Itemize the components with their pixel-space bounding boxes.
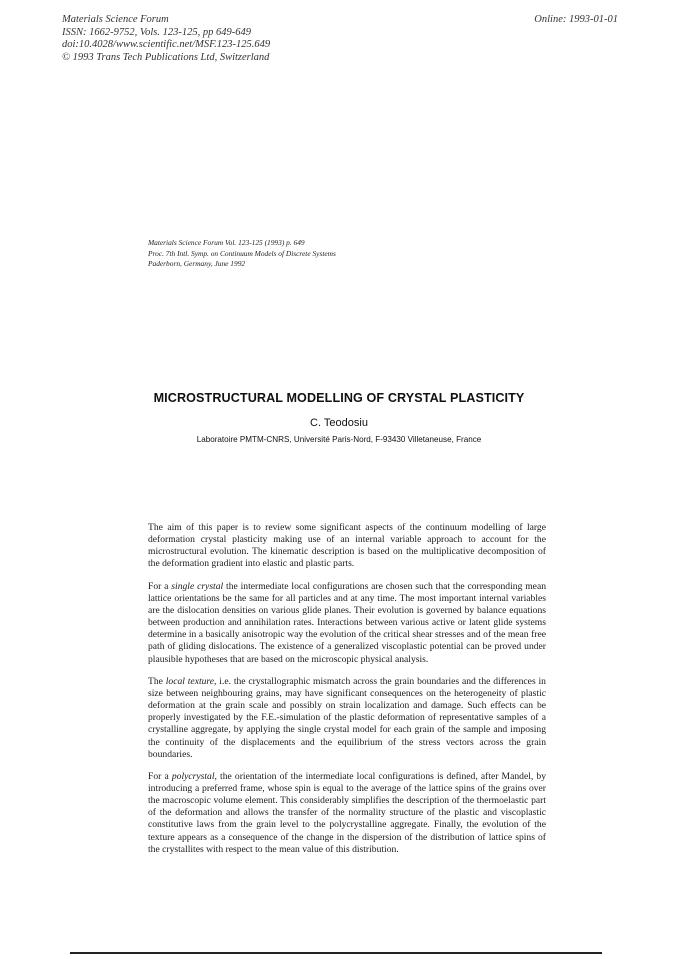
paragraph-text: the intermediate local configurations are chosen such that the corresponding mean lattice orientations be the same for all particles and at any time. The most important internal variables are the dislocation densities on various glide planes. Their evolution is governed by balance equations between production and annihilation rates. Interactions between various active or latent glide systems determine in a basically anisotropic way the evolution of the critical shear stresses and of the mean free path of gliding dislocations. The existence of a generalized viscoplastic potential can be proved under plausible hypotheses that are based on the microscopic physical analysis. (148, 580, 546, 665)
paragraph-text: For a (148, 770, 172, 782)
doi-link[interactable]: doi:10.4028/www.scientific.net/MSF.123-125.649 (62, 39, 271, 51)
bottom-rule (70, 952, 602, 954)
paragraph-text: , the orientation of the intermediate local configurations is defined, after Mandel, by introducing a preferred frame, whose spin is equal to the average of the lattice spins of the grains over the macroscopic volume element. This considerably simplifies the description of the thermoelastic part of the deformation and allows the transfer of the normality structure of the plastic and viscoplastic constitutive laws from the grain level to the polycrystalline aggregate. Finally, the evolution of the texture appears as a consequence of the change in the dispersion of the distribution of lattice spins of the crystallites with respect to the mean value of this distribution. (148, 770, 546, 855)
abstract-body (148, 522, 546, 866)
paragraph-text: , i.e. the crystallographic mismatch across the grain boundaries and the differences in size between neighbouring grains, may have significant consequences on the heterogeneity of plastic deformation at the grain scale and possibly on strain localization and damage. Such effects can be properly investigated by the F.E.-simulation of the plastic deformation of representative samples of a crystalline aggregate, by applying the single crystal model for each grain of the sample and imposing the continuity of the displacements and the equilibrium of the stress vectors across the grain boundaries. (148, 675, 546, 760)
paragraph-single-crystal (148, 581, 546, 666)
article-title: MICROSTRUCTURAL MODELLING OF CRYSTAL PLASTICITY (153, 391, 525, 405)
paragraph-local-texture (148, 676, 546, 761)
proceedings-meta (148, 238, 336, 270)
emphasis-term: local texture (165, 675, 215, 687)
copyright-line: © 1993 Trans Tech Publications Ltd, Switzerland (62, 51, 270, 63)
meta-line-proceedings: Proc. 7th Intl. Symp. on Continuum Models of Discrete Systems (148, 248, 336, 258)
meta-line-location: Paderborn, Germany, June 1992 (148, 259, 246, 269)
emphasis-term: single crystal (171, 580, 224, 592)
journal-name: Materials Science Forum (62, 14, 169, 25)
paragraph-text: For a (148, 580, 172, 592)
emphasis-term: polycrystal (171, 770, 215, 782)
online-date: Online: 1993-01-01 (534, 14, 618, 25)
paragraph-text: The (148, 675, 166, 687)
author-name: C. Teodosiu (310, 417, 368, 429)
meta-line-forum: Materials Science Forum Vol. 123-125 (1993) p. 649 (148, 238, 305, 247)
journal-header (62, 14, 270, 64)
author-affiliation: Laboratoire PMTM-CNRS, Université Paris-Nord, F-93430 Villetaneuse, France (196, 435, 482, 444)
issn-line: ISSN: 1662-9752, Vols. 123-125, pp 649-649 (62, 26, 251, 38)
paragraph-aim: The aim of this paper is to review some significant aspects of the continuum modelling of large deformation crystal plasticity making use of an internal variable approach to account for the microstructural evolution. The kinematic description is based on the multiplicative decomposition of the deformation gradient into elastic and plastic parts. (148, 522, 546, 570)
paragraph-polycrystal (148, 771, 546, 856)
